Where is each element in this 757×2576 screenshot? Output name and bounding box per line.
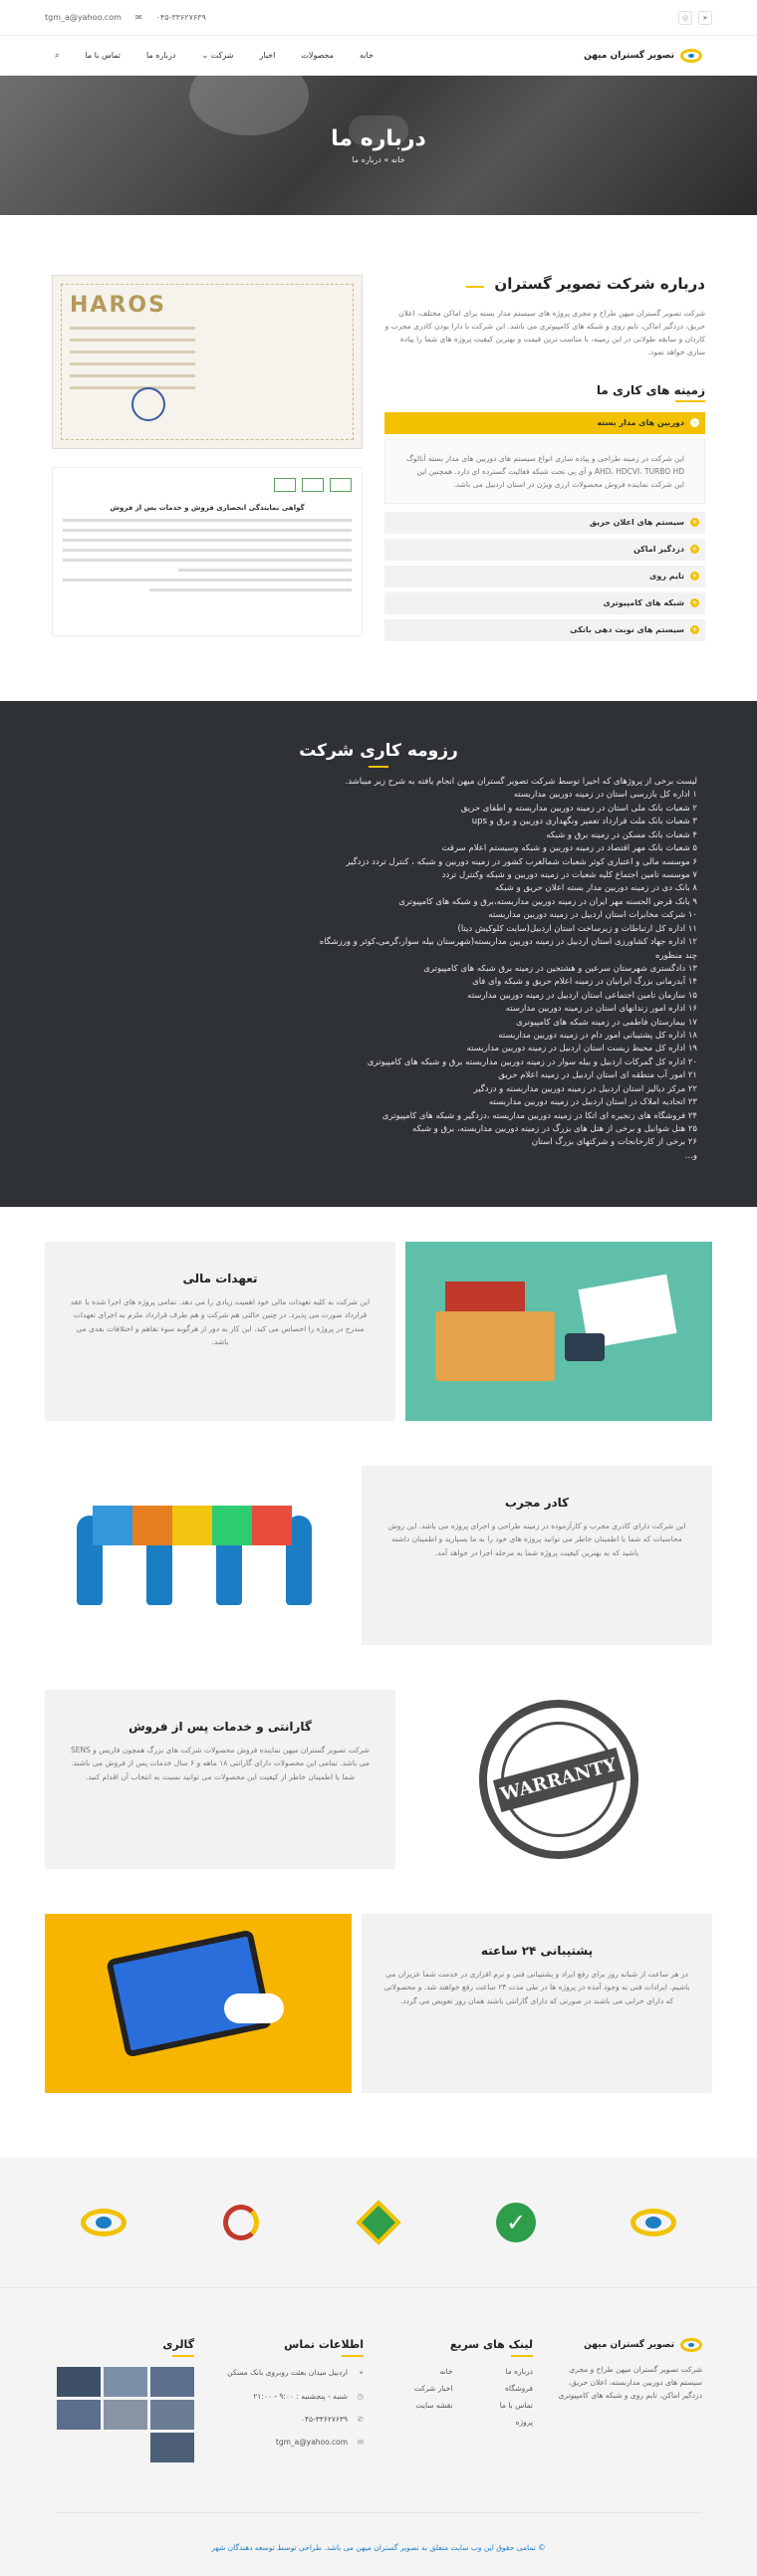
footer-hours: شنبه - پنجشنبه : ۹:۰۰ - ۲۱:۰۰ bbox=[253, 2391, 348, 2401]
resume-item: ۸ بانک دی در زمینه دوربین مدار بسته اعلان حریق و شبکه bbox=[494, 883, 697, 894]
nav-item-company[interactable] bbox=[201, 51, 233, 60]
mail-icon: ✉ bbox=[134, 13, 142, 22]
feature-text: این شرکت به کلیه تعهدات مالی خود اهمیت زیادی را می دهد. تمامی پروژه های اجرا شده با عقد قرارداد صورت می پذیرد. در چنین حالتی هم شرکت و هم طرف قرارداد ملزم به اجرای تعهدات مندرج در پروژه را احساس می کند. این کار به دور از هرگونه سوء تفاهم و اختلافات بعدی می باشد. bbox=[70, 1297, 371, 1346]
site-logo[interactable] bbox=[584, 49, 702, 63]
resume-item: ۲۴ فروشگاه های زنجیره ای اتکا در زمینه دوربین مداربسته ،دزدگیر و شبکه های کامپیوتری bbox=[381, 1110, 697, 1121]
footer-link[interactable]: نقشه سایت bbox=[415, 2401, 453, 2411]
footer-gallery bbox=[55, 2338, 194, 2462]
dealership-letter-image bbox=[52, 467, 363, 636]
footer-phone[interactable]: ۰۴۵-۳۳۶۲۷۶۳۹ bbox=[300, 2414, 348, 2424]
certificate-image bbox=[52, 275, 363, 449]
feature-box bbox=[362, 1466, 712, 1645]
footer-contact bbox=[219, 2338, 364, 2462]
feature-row-financial bbox=[45, 1242, 712, 1421]
location-icon: ⌖ bbox=[359, 2368, 364, 2378]
warranty-stamp-text: WARRANTY bbox=[493, 1748, 625, 1812]
resume-list bbox=[60, 789, 697, 1163]
resume-item: ۱۵ سازمان تامین اجتماعی استان اردبیل در زمینه دوربین مدارسته bbox=[467, 990, 697, 1001]
accordion-item-cctv[interactable] bbox=[384, 412, 705, 434]
chevron-down-icon: ⌄ bbox=[201, 51, 209, 60]
accordion-item-networks[interactable] bbox=[384, 592, 705, 614]
books-camera-illustration bbox=[405, 1242, 712, 1421]
resume-item: ۱ اداره کل بازرسی استان در زمینه دوربین مداربسته bbox=[513, 790, 697, 801]
footer-link[interactable]: اخبار شرکت bbox=[413, 2384, 453, 2394]
accordion-item-burglar-alarm[interactable] bbox=[384, 539, 705, 561]
accordion-body: این شرکت در زمینه طراحی و پیاده سازی انواع سیستم های دوربین های مدار بسته آنالوگ AHD، HDCVI، TURBO HD و آی پی تحت شبکه فعالیت گسترده ای دارد. همچنین این این شرکت نماینده فروش محصولات ارزی ویژن در استان اردبیل می باشد. bbox=[384, 439, 705, 504]
resume-underline bbox=[369, 766, 388, 768]
gallery-thumb[interactable] bbox=[104, 2400, 147, 2430]
footer-columns bbox=[55, 2298, 702, 2512]
partner-diamond-logo[interactable] bbox=[355, 2199, 402, 2246]
accordion-item-fire-alarm[interactable] bbox=[384, 512, 705, 534]
plus-icon: + bbox=[691, 519, 698, 527]
title-underline bbox=[466, 286, 484, 288]
resume-item: ۲۵ هتل شوانیل و برخی از هتل های بزرگ در زمینه دوربین مداربسته، برق و شبکه bbox=[412, 1124, 697, 1135]
gallery-thumb[interactable] bbox=[150, 2367, 194, 2397]
accordion-label: سیستم های اعلان حریق bbox=[589, 518, 684, 528]
resume-title: رزومه کاری شرکت bbox=[299, 740, 458, 761]
minus-icon: − bbox=[691, 419, 698, 426]
about-text-column bbox=[384, 275, 705, 646]
footer-link[interactable]: تماس با ما bbox=[499, 2401, 533, 2411]
resume-item: ۱۱ اداره کل ارتباطات و زیرساخت استان اردبیل(سایت کلوکیش دیتا) bbox=[457, 923, 697, 934]
nav-item-products[interactable]: محصولات bbox=[301, 51, 334, 60]
copyright: © تمامی حقوق این وب سایت متعلق به تصویر گستران میهن می باشد. طراحی توسط توسعه دهندگان شهر bbox=[55, 2512, 702, 2576]
top-phone[interactable]: ۰۴۵-۳۳۶۲۷۶۳۹ bbox=[155, 13, 206, 22]
support-laptop-illustration bbox=[45, 1914, 352, 2093]
plus-icon: + bbox=[691, 626, 698, 634]
accordion-item-queue-systems[interactable] bbox=[384, 619, 705, 641]
resume-item: ۲ شعبات بانک ملی استان در زمینه دوربین مداربسته و اطفای حریق bbox=[460, 803, 697, 814]
eye-logo-icon bbox=[680, 2338, 702, 2352]
resume-intro: لیست برخی از پروژهای که اخیرا توسط شرکت تصویر گستران میهن انجام یافته به شرح زیر میباشد. bbox=[345, 776, 697, 787]
footer-link[interactable]: خانه bbox=[439, 2367, 453, 2377]
nav-item-home[interactable]: خانه bbox=[359, 51, 374, 60]
resume-item: ۶ موسسه مالی و اعتباری کوثر شعبات شمالغرب کشور در زمینه دوربین و شبکه ، کنترل تردد دزدگیر bbox=[346, 856, 697, 867]
resume-item: ۵ شعبات بانک مهر اقتصاد در زمینه دوربین و شبکه وسیستم اعلام سرقت bbox=[441, 843, 697, 854]
footer-link[interactable]: فروشگاه bbox=[505, 2384, 533, 2394]
resume-item: ۳ شعبات بانک ملت قرارداد تعمیر ونگهداری دوربین و برق و ups bbox=[471, 817, 697, 827]
work-areas-accordion bbox=[384, 412, 705, 641]
gallery-thumb[interactable] bbox=[150, 2400, 194, 2430]
instagram-icon[interactable]: ◎ bbox=[678, 11, 692, 25]
resume-item: ۱۶ اداره امور زندانهای استان در زمینه دوربین مدارسته bbox=[505, 1004, 697, 1015]
partners-strip bbox=[0, 2158, 757, 2287]
accordion-label: شبکه های کامپیوتری bbox=[603, 598, 684, 608]
resume-item: ۴ شعبات بانک مسکن در زمینه برق و شبکه bbox=[546, 829, 697, 840]
footer-links-title: لینک های سریع bbox=[449, 2338, 533, 2352]
gallery-grid bbox=[55, 2367, 194, 2462]
eye-logo-icon bbox=[680, 49, 702, 63]
resume-item: ۱۸ اداره کل پشتیبانی امور دام در زمینه دوربین مداربسته bbox=[498, 1031, 697, 1042]
feature-title: کادر مجرب bbox=[504, 1496, 570, 1511]
resume-item: ۲۲ مرکز دیالیز استان اردبیل در زمینه دوربین مداربسته و دزدگیر bbox=[473, 1083, 697, 1094]
partner-eye-logo[interactable] bbox=[630, 2199, 677, 2246]
work-areas-title: زمینه های کاری ما bbox=[596, 382, 705, 397]
footer-address: اردبیل میدان بعثت روبروی بانک مسکن bbox=[227, 2368, 348, 2378]
feature-title: گارانتی و خدمات پس از فروش bbox=[128, 1720, 312, 1735]
gallery-thumb[interactable] bbox=[57, 2367, 101, 2397]
plus-icon: + bbox=[691, 573, 698, 581]
nav-item-company-label: شرکت bbox=[210, 51, 234, 60]
partner-eye-logo[interactable] bbox=[80, 2199, 127, 2246]
resume-item: ۱۹ اداره کل محیط زیست استان اردبیل در زمینه دوربین مداربسته bbox=[466, 1044, 697, 1054]
top-bar-contact bbox=[45, 13, 206, 22]
resume-item: و... bbox=[684, 1150, 697, 1161]
gallery-thumb[interactable] bbox=[104, 2367, 147, 2397]
about-title: درباره شرکت تصویر گستران bbox=[494, 275, 705, 293]
certificates-column bbox=[52, 275, 363, 646]
footer-links bbox=[388, 2338, 533, 2462]
feature-row-warranty bbox=[45, 1690, 712, 1869]
team-puzzle-illustration bbox=[45, 1466, 352, 1645]
resume-item: ۱۰ شرکت مخابرات استان اردبیل در زمینه دوربین مداربسته bbox=[488, 910, 697, 921]
footer-email[interactable]: tgm_a@yahoo.com bbox=[275, 2438, 348, 2448]
telegram-icon[interactable]: ➤ bbox=[698, 11, 712, 25]
feature-text: در هر ساعت از شبانه روز برای رفع ایراد و پشتیبانی فنی و نرم افزاری در خدمت شما عزیزان می باشیم. ایرادات فنی به وجود آمده در پروژه ها در طی مدت ۲۴ ساعت رفع خواهند شد. و محصولاتی که دارای خرابی می باشند در صورتی که دارای گارانتی باشند همان روز تعویض می گردد. bbox=[383, 1970, 690, 2005]
warranty-stamp-illustration bbox=[405, 1690, 712, 1869]
feature-box bbox=[45, 1242, 395, 1421]
certificate-brand: HAROS bbox=[70, 293, 166, 318]
footer-contact-title: اطلاعات تماس bbox=[284, 2338, 364, 2352]
footer-link[interactable]: درباره ما bbox=[505, 2367, 533, 2377]
gallery-thumb[interactable] bbox=[150, 2433, 194, 2462]
warranty-stamp bbox=[479, 1700, 638, 1859]
feature-row-support bbox=[45, 1914, 712, 2093]
plus-icon: + bbox=[691, 546, 698, 554]
accordion-label: سیستم های نوبت دهی بانکی bbox=[570, 625, 684, 635]
about-paragraph: شرکت تصویر گستران میهن طراح و مجری پروژه های سیستم مدار بسته برای اماکن مختلف، اعلان حریق، دزدگیر اماکن، تایم روی و شبکه های کامپیوتری می باشد. این شرکت با دارا بودن کادری مجرب و کاردان و سابقه طولانی در این زمینه، با مناسب ترین قیمت و بهترین کیفیت پروژه های شما را پیاده سازی خواهد نمود. bbox=[384, 309, 705, 357]
accordion-label: تایم روی bbox=[649, 572, 684, 582]
social-links bbox=[678, 11, 712, 25]
resume-item: ۲۳ اتحادیه املاک در استان اردبیل در زمینه دوربین مداربسته bbox=[488, 1097, 697, 1108]
resume-item: ۲۶ برخی از کارخانجات و شرکتهای بزرگ استان bbox=[531, 1137, 697, 1148]
resume-item: ۱۷ بیمارستان فاطمی در زمینه شبکه های کامپیوتری bbox=[516, 1017, 697, 1028]
footer-logo[interactable] bbox=[558, 2338, 702, 2352]
gallery-thumb[interactable] bbox=[57, 2400, 101, 2430]
feature-title: تعهدات مالی bbox=[182, 1272, 258, 1287]
feature-box bbox=[362, 1914, 712, 2093]
feature-text: این شرکت دارای کادری مجرب و کارآزموده در زمینه طراحی و اجرای پروژه می باشد. این روش محاسبات که شما با اطمینان خاطر می توانید پروژه های خود را به ما بسپارید و اطمینان داشته باشید که به بهترین کیفیت پروژه شما به مرحله اجرا در خواهد آمد. bbox=[387, 1522, 686, 1557]
footer-logo-text: تصویر گستران میهن bbox=[584, 2340, 674, 2351]
about-section bbox=[0, 215, 757, 701]
nav-item-news[interactable]: اخبار bbox=[259, 51, 276, 60]
resume-item: ۲۰ اداره کل گمرکات اردبیل و بیله سوار در زمینه دوربین مداربسته برق و شبکه های کامپیوتری bbox=[367, 1056, 697, 1067]
main-menu bbox=[55, 51, 374, 61]
feature-row-staff bbox=[45, 1466, 712, 1645]
seal-icon bbox=[131, 387, 165, 421]
top-bar bbox=[0, 0, 757, 36]
resume-section bbox=[0, 701, 757, 1207]
resume-item: ۱۲ اداره جهاد کشاورزی استان اردبیل در زمینه دوربین مداربسته(شهرستان بیله سوار،گرمی،کوثر و ورزشگاه bbox=[319, 937, 697, 948]
resume-item: ۷ موسسه تامین اجتماع کلیه شعبات در زمینه دوربین و شبکه وکنترل تردد bbox=[441, 870, 697, 880]
logo-text: تصویر گستران میهن bbox=[584, 50, 674, 61]
accordion-label: دزدگیر اماکن bbox=[632, 545, 684, 555]
main-navbar bbox=[0, 36, 757, 76]
search-icon[interactable]: ⌕ bbox=[55, 50, 60, 60]
partner-check-logo[interactable]: ✓ bbox=[492, 2199, 540, 2246]
plus-icon: + bbox=[691, 599, 698, 607]
mail-icon: ✉ bbox=[357, 2438, 364, 2448]
accordion-label: دوربین های مدار بسته bbox=[597, 418, 684, 427]
page-hero bbox=[0, 76, 757, 215]
nav-item-contact[interactable]: تماس با ما bbox=[85, 51, 122, 60]
breadcrumb[interactable]: خانه » درباره ما bbox=[352, 155, 405, 164]
site-footer bbox=[0, 2287, 757, 2576]
resume-item: ۲۱ امور آب منطقه ای استان اردبیل در زمینه اعلام حریق bbox=[498, 1070, 697, 1081]
resume-item: چند منظوره bbox=[654, 950, 697, 961]
feature-text: شرکت تصویر گستران میهن نماینده فروش محصولات شرکت های بزرگ همچون فاریس و SENS می باشد. تمامی این محصولات دارای گارانتی ۱۸ ماهه و ۶ سال خدمات پس از فروش می باشند. شما با اطمینان خاطر از کیفیت این محصولات می توانید نسبت به انتخاب آن اقدام کنید. bbox=[71, 1746, 370, 1781]
nav-item-about[interactable]: درباره ما bbox=[146, 51, 176, 60]
letter-logos bbox=[63, 478, 352, 492]
feature-box bbox=[45, 1690, 395, 1869]
accordion-item-time-attendance[interactable] bbox=[384, 566, 705, 587]
resume-item: ۱۳ دادگستری شهرستان سرعین و هشتجین در زمینه برق شبکه های کامپیوتری bbox=[423, 963, 697, 974]
top-email[interactable]: tgm_a@yahoo.com bbox=[45, 13, 122, 22]
letter-heading: گواهی نمایندگی انحصاری فروش و خدمات پس از فروش bbox=[110, 504, 305, 512]
footer-about-text: شرکت تصویر گستران میهن طراح و مجری سیستم های دوربین مداربسته، اعلان حریق، دزدگیر اماکن، تایم روی و شبکه های کامپیوتری bbox=[558, 2365, 702, 2400]
page-title: درباره ما bbox=[331, 126, 426, 151]
features-section bbox=[0, 1207, 757, 2148]
clock-icon: ◷ bbox=[357, 2391, 364, 2401]
phone-icon: ✆ bbox=[357, 2414, 364, 2424]
resume-item: ۱۴ آبدرمانی بزرگ ایرانیان در زمینه اعلام حریق و شبکه وای فای bbox=[472, 977, 697, 988]
resume-item: ۹ بانک قرض الحسنه مهر ایران در زمینه دوربین مداربسته،برق و شبکه های کامپیوتری bbox=[398, 896, 697, 907]
partner-spiral-logo[interactable] bbox=[217, 2199, 265, 2246]
footer-gallery-title: گالری bbox=[162, 2338, 194, 2352]
work-areas-underline bbox=[675, 400, 705, 402]
feature-title: پشتیبانی ۲۴ ساعته bbox=[480, 1944, 594, 1959]
footer-link[interactable]: پروژه bbox=[515, 2418, 533, 2428]
footer-about bbox=[558, 2338, 702, 2462]
